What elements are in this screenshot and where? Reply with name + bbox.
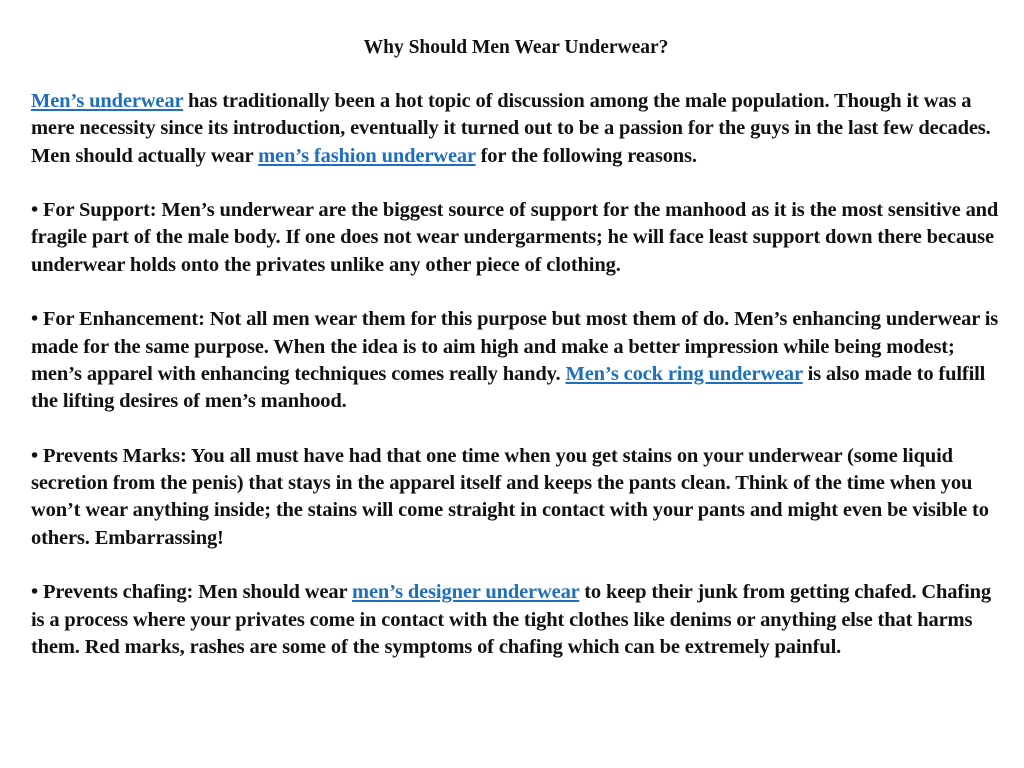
intro-text-1: has traditionally been a hot topic of discussion among the male population. Though it was a mere necessity since its introduction, eventually it turned out to be a passion for the guys in the last few decades. Men should actually wear bbox=[31, 90, 991, 167]
chafing-paragraph bbox=[31, 579, 1001, 661]
mens-fashion-underwear-link[interactable]: men’s fashion underwear bbox=[258, 144, 476, 167]
support-paragraph: • For Support: Men’s underwear are the biggest source of support for the manhood as it is the most sensitive and fragile part of the male body. If one does not wear undergarments; he will face least support down there because underwear holds onto the privates unlike any other piece of clothing. bbox=[31, 199, 999, 276]
mens-designer-underwear-link[interactable]: men’s designer underwear bbox=[352, 581, 580, 604]
enhancement-text-1: • For Enhancement: Not all men wear them for this purpose but most them of do. Men’s enhancing underwear is made for the same purpose. When the idea is to aim high and make a better impression while being modest; men’s apparel with enhancing techniques comes really handy. bbox=[31, 308, 999, 385]
intro-paragraph bbox=[31, 88, 1001, 170]
document-title: Why Should Men Wear Underwear? bbox=[363, 37, 669, 58]
enhancement-paragraph bbox=[31, 306, 1001, 415]
intro-text-2: for the following reasons. bbox=[475, 144, 697, 167]
document-slide bbox=[31, 34, 1001, 689]
mens-underwear-link[interactable]: Men’s underwear bbox=[31, 90, 184, 112]
marks-paragraph: • Prevents Marks: You all must have had that one time when you get stains on your underwear (some liquid secretion from the penis) that stays in the apparel itself and keeps the pants clean. Think of the time when you won’t wear anything inside; the stains will come straight in contact with your pants and might even be visible to others. Embarrassing! bbox=[31, 444, 989, 549]
mens-cock-ring-underwear-link[interactable]: Men’s cock ring underwear bbox=[565, 362, 803, 385]
enhancement-text-2: is also made to fulfill the lifting desires of men’s manhood. bbox=[31, 362, 986, 413]
chafing-text-2: to keep their junk from getting chafed. Chafing is a process where your privates come in contact with the tight clothes like denims or anything else that harms them. Red marks, rashes are some of the symptoms of chafing which can be extremely painful. bbox=[31, 581, 991, 658]
chafing-text-1: • Prevents chafing: Men should wear bbox=[31, 581, 353, 604]
